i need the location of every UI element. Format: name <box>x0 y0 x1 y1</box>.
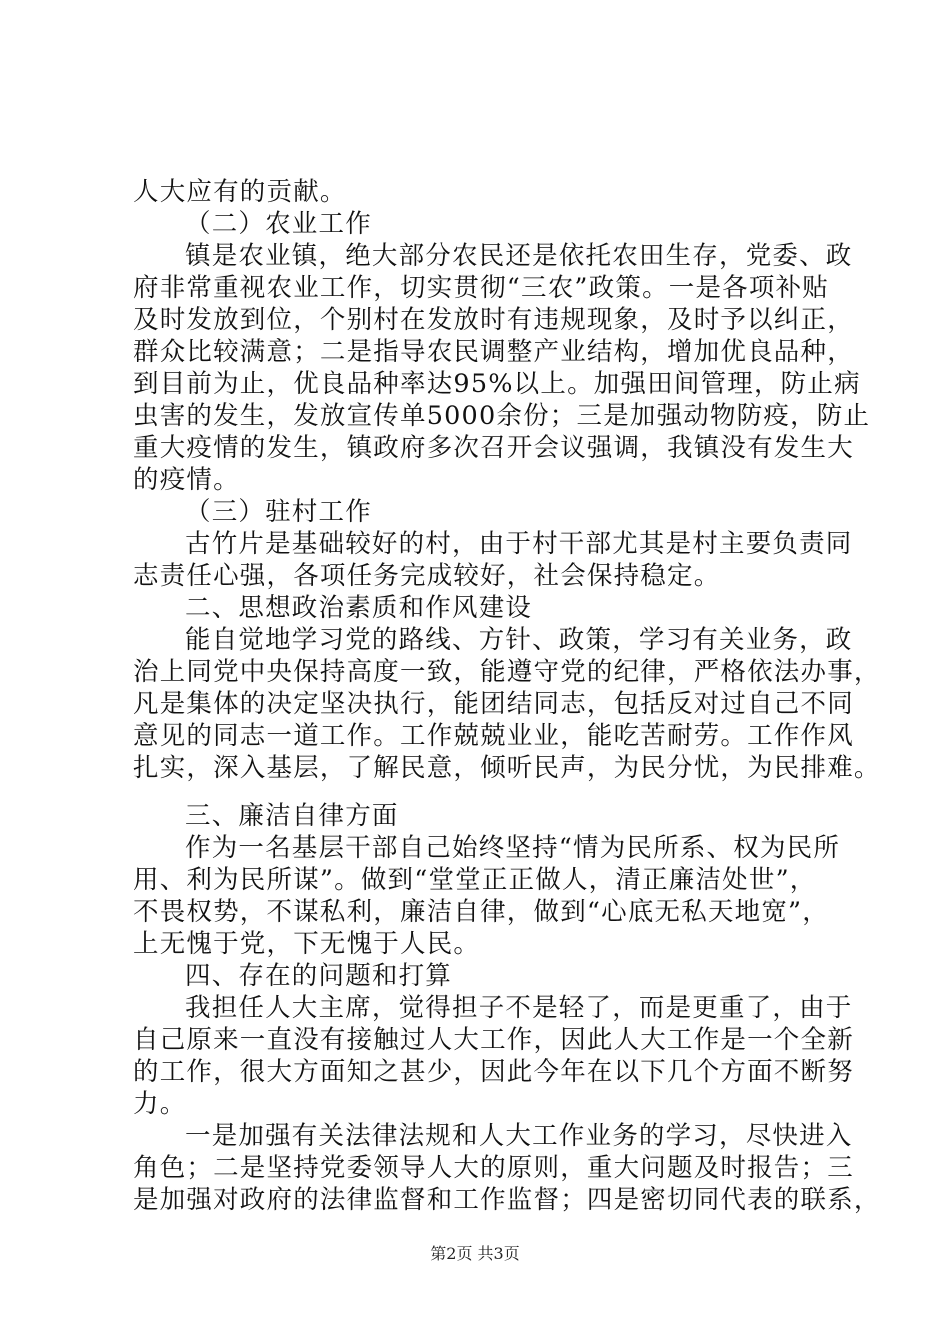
text-line: 能自觉地学习党的路线、方针、政策，学习有关业务，政 <box>185 625 853 655</box>
text-line: 自己原来一直没有接触过人大工作，因此人大工作是一个全新 <box>133 1025 854 1055</box>
text-line: 的疫情。 <box>133 465 240 495</box>
text-line: 的工作，很大方面知之甚少，因此今年在以下几个方面不断努 <box>133 1057 854 1087</box>
text-line: 志责任心强，各项任务完成较好，社会保持稳定。 <box>133 561 721 591</box>
text-line: 群众比较满意；二是指导农民调整产业结构，增加优良品种， <box>133 337 854 367</box>
text-line: 扎实，深入基层，了解民意，倾听民声，为民分忧，为民排难。 <box>133 753 881 783</box>
text-line: 作为一名基层干部自己始终坚持“情为民所系、权为民所 <box>185 833 841 863</box>
text-line: 府非常重视农业工作，切实贯彻“三农”政策。一是各项补贴 <box>133 273 829 303</box>
text-line: 古竹片是基础较好的村，由于村干部尤其是村主要负责同 <box>185 529 853 559</box>
section-heading: 三、廉洁自律方面 <box>185 801 399 831</box>
text-line: 上无愧于党，下无愧于人民。 <box>133 929 481 959</box>
text-line: 是加强对政府的法律监督和工作监督；四是密切同代表的联系， <box>133 1185 881 1215</box>
section-heading: （三）驻村工作 <box>185 497 372 527</box>
text-line: 不畏权势，不谋私利，廉洁自律，做到“心底无私天地宽”， <box>133 897 829 927</box>
text-line: 意见的同志一道工作。工作兢兢业业，能吃苦耐劳。工作作风 <box>133 721 854 751</box>
text-line: 我担任人大主席，觉得担子不是轻了，而是更重了，由于 <box>185 993 853 1023</box>
page-footer: 第2页 共3页 <box>430 1244 520 1263</box>
text-line: 重大疫情的发生，镇政府多次召开会议强调，我镇没有发生大 <box>133 433 854 463</box>
text-line: 及时发放到位，个别村在发放时有违规现象，及时予以纠正， <box>133 305 854 335</box>
text-line: 凡是集体的决定坚决执行，能团结同志，包括反对过自己不同 <box>133 689 854 719</box>
text-line: 一是加强有关法律法规和人大工作业务的学习，尽快进入 <box>185 1121 853 1151</box>
text-line: 人大应有的贡献。 <box>133 177 347 207</box>
text-line: 治上同党中央保持高度一致，能遵守党的纪律，严格依法办事， <box>133 657 881 687</box>
text-line: 用、利为民所谋”。做到“堂堂正正做人，清正廉洁处世”， <box>133 865 817 895</box>
section-heading: 四、存在的问题和打算 <box>185 961 453 991</box>
text-line: 角色；二是坚持党委领导人大的原则，重大问题及时报告；三 <box>133 1153 854 1183</box>
text-line: 到目前为止，优良品种率达95%以上。加强田间管理，防止病 <box>133 369 861 399</box>
text-line: 力。 <box>133 1089 187 1119</box>
text-line: 镇是农业镇，绝大部分农民还是依托农田生存，党委、政 <box>185 241 853 271</box>
section-heading: 二、思想政治素质和作风建设 <box>185 593 533 623</box>
section-heading: （二）农业工作 <box>185 209 372 239</box>
text-line: 虫害的发生，发放宣传单5000余份；三是加强动物防疫，防止 <box>133 401 871 431</box>
